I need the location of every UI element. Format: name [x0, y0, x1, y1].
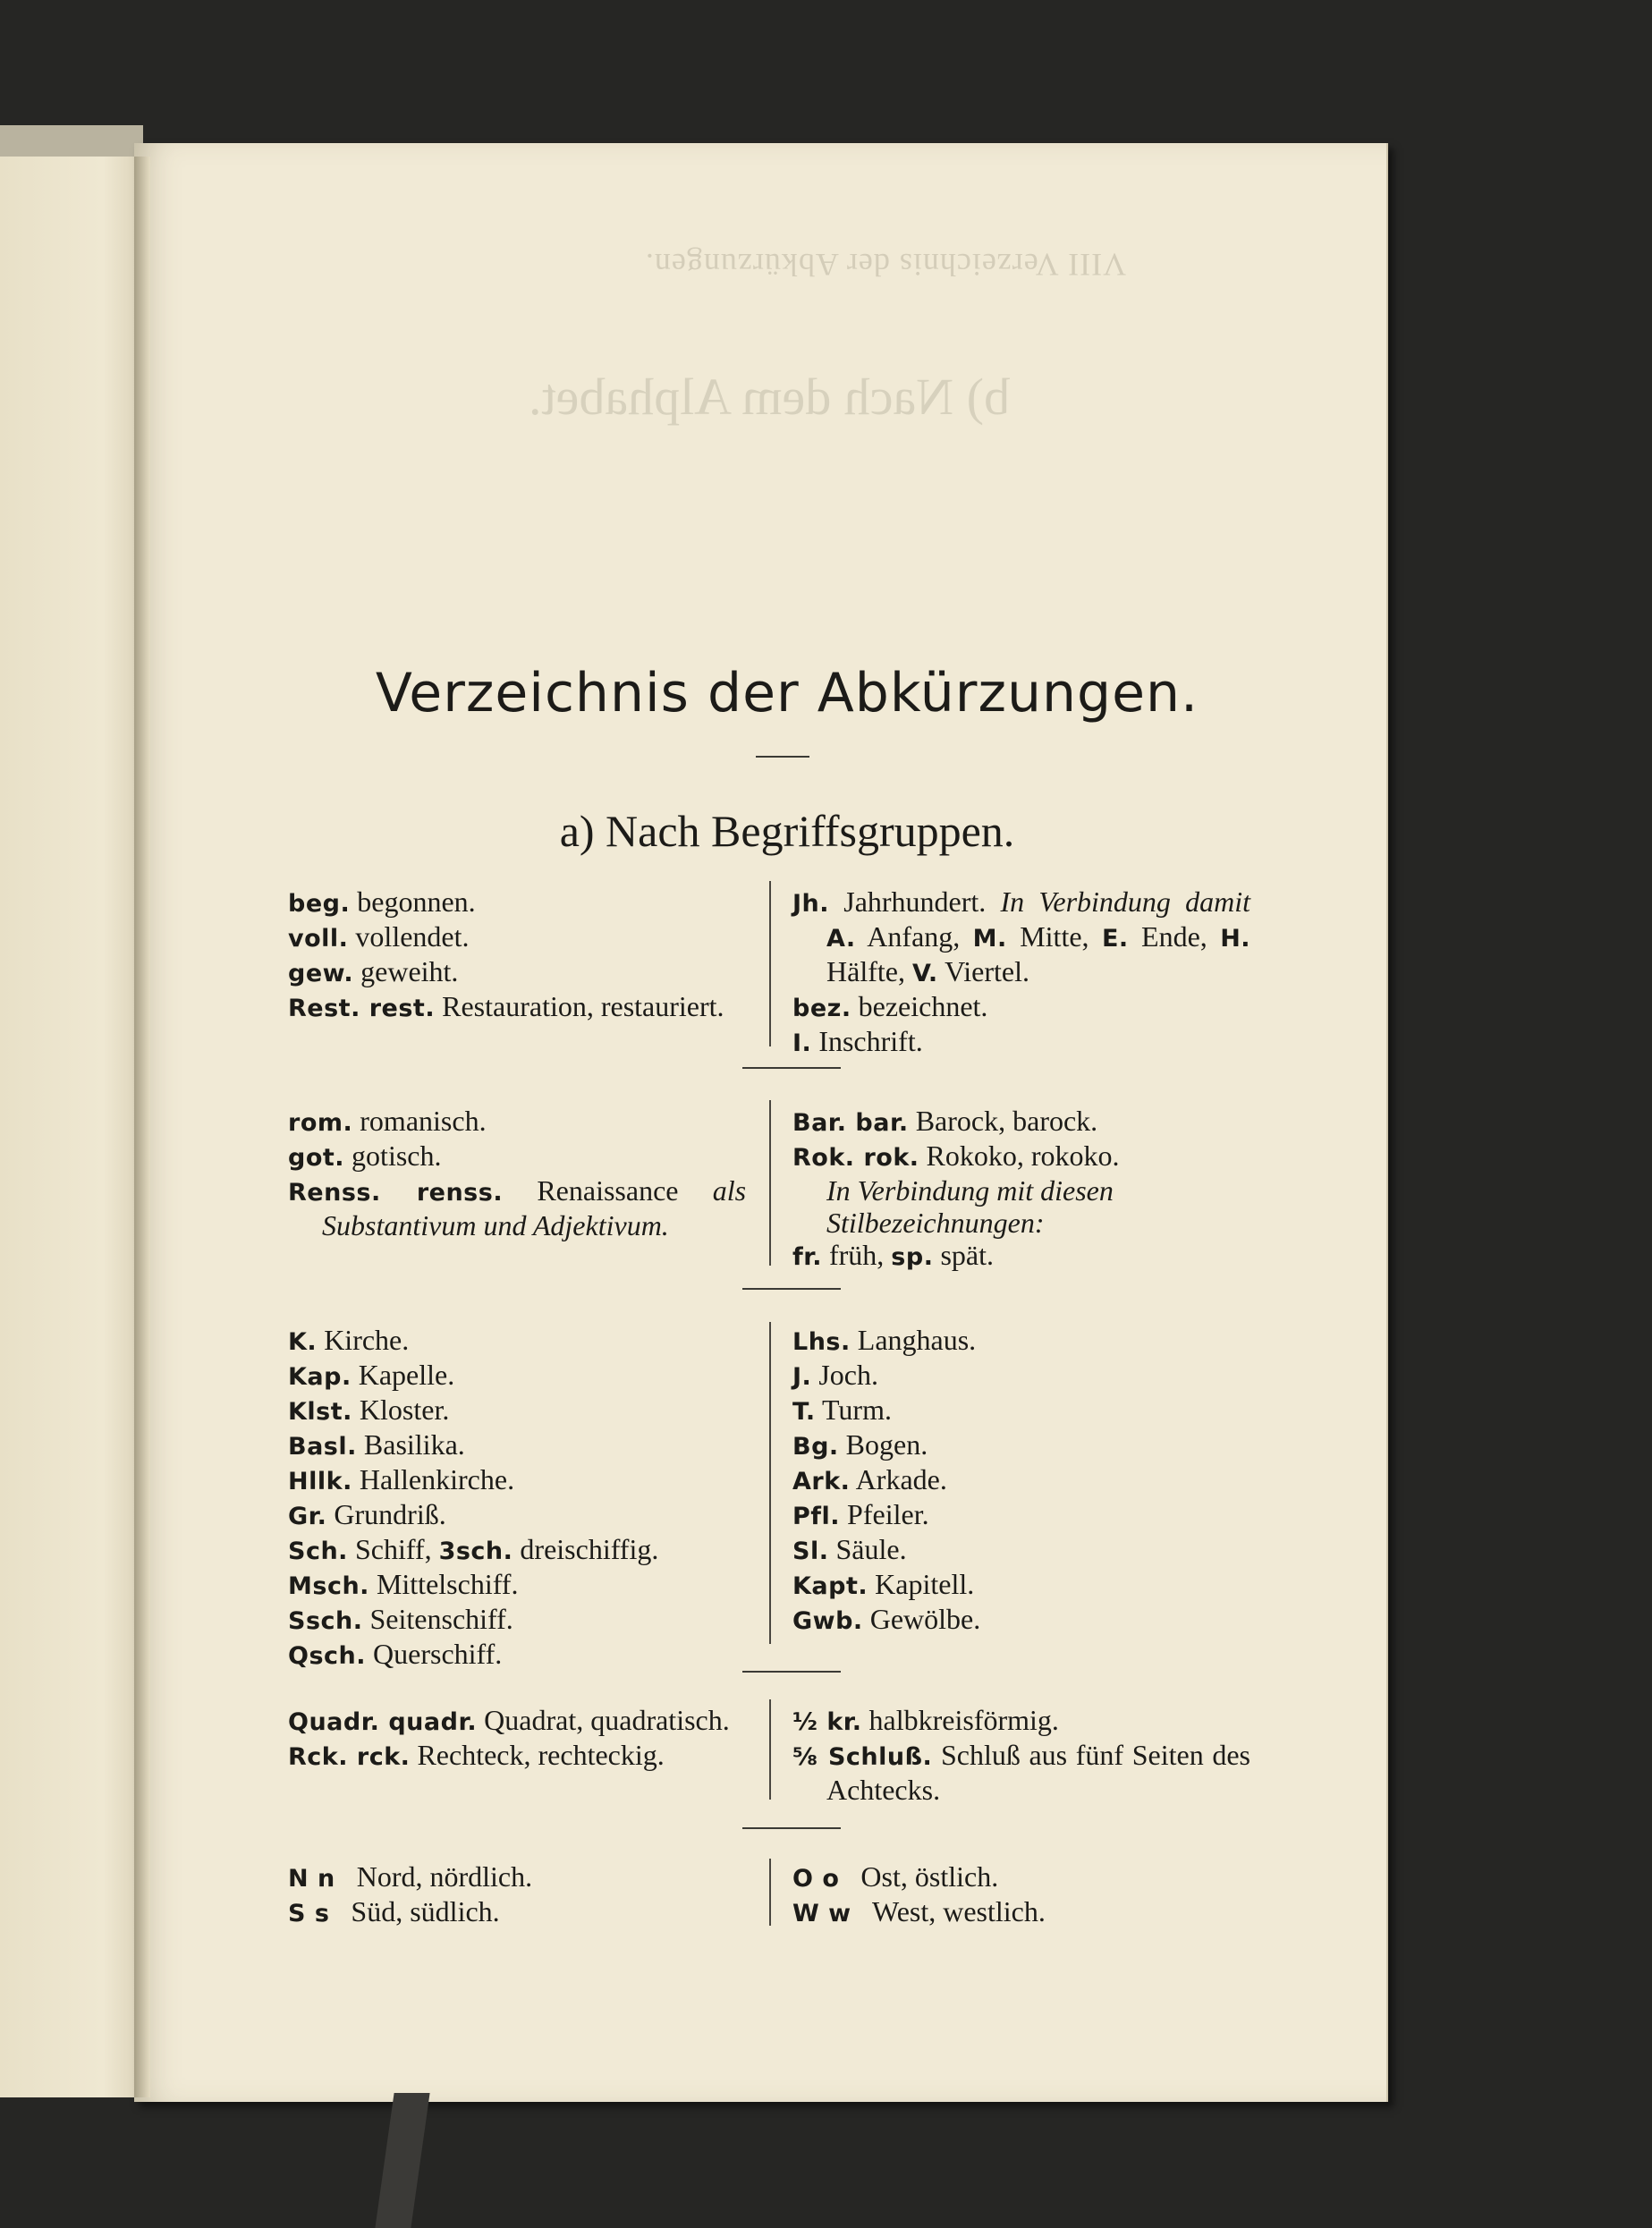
list-item: J. Joch.	[792, 1359, 878, 1391]
list-item: Ark. Arkade.	[792, 1463, 947, 1495]
list-item: Bar. bar. Barock, barock.	[792, 1105, 1098, 1137]
list-item: Msch. Mittelschiff.	[288, 1568, 519, 1600]
list-item: Rck. rck. Rechteck, rechteckig.	[288, 1739, 665, 1771]
bleed-through-header: VIII Verzeichnis der Abkürzungen.	[644, 247, 1127, 283]
group-3-right	[792, 1324, 1250, 1638]
group-3-left	[288, 1324, 746, 1673]
group-separator	[742, 1827, 841, 1829]
page-gutter	[134, 157, 150, 2097]
group-2-right	[792, 1105, 1250, 1274]
group-1-left	[288, 885, 746, 1025]
left-page	[0, 157, 148, 2097]
list-item: beg. begonnen.	[288, 885, 476, 918]
list-item: Qsch. Querschiff.	[288, 1638, 503, 1670]
column-divider	[769, 1322, 771, 1644]
list-item: Quadr. quadr. Quadrat, quadratisch.	[288, 1704, 730, 1736]
list-item: I. Inschrift.	[792, 1025, 923, 1057]
list-item: rom. romanisch.	[288, 1105, 487, 1137]
column-divider	[769, 1859, 771, 1926]
list-item: Basl. Basilika.	[288, 1428, 465, 1461]
list-item: T. Turm.	[792, 1394, 892, 1426]
list-item: Renss. renss. Renaissance als Substantivum und Adjektivum.	[288, 1174, 747, 1241]
list-item: S s Süd, südlich.	[288, 1895, 500, 1927]
list-item: Sch. Schiff, 3sch. dreischiffig.	[288, 1533, 659, 1565]
list-item: Sl. Säule.	[792, 1533, 907, 1565]
list-item: ⅝ Schluß. Schluß aus fünf Seiten des Achtecks.	[792, 1739, 1250, 1806]
group-5-right	[792, 1860, 1250, 1930]
list-item: Gwb. Gewölbe.	[792, 1603, 981, 1635]
list-item: ½ kr. halbkreisförmig.	[792, 1704, 1059, 1736]
list-item: Pfl. Pfeiler.	[792, 1498, 929, 1530]
list-item: gew. geweiht.	[288, 955, 459, 987]
group-5-left	[288, 1860, 746, 1930]
list-item: Bg. Bogen.	[792, 1428, 928, 1461]
list-item: got. gotisch.	[288, 1139, 442, 1172]
section-subtitle: a) Nach Begriffsgruppen.	[559, 806, 1015, 856]
list-item: bez. bezeichnet.	[792, 990, 988, 1022]
group-separator	[742, 1288, 841, 1290]
list-item: Rest. rest. Restauration, restauriert.	[288, 990, 724, 1022]
bleed-through-title: b) Nach dem Alphabet.	[529, 368, 1010, 426]
list-item: Jh. Jahrhundert. In Verbindung damit A. Anfang, M. Mitte, E. Ende, H. Hälfte, V. Viertel.	[792, 885, 1251, 987]
group-separator	[742, 1067, 841, 1069]
list-item: W w West, westlich.	[792, 1895, 1046, 1927]
list-note: In Verbindung mit diesen Stilbezeichnungen:	[826, 1174, 1114, 1239]
title-rule	[756, 756, 809, 758]
list-item: Rok. rok. Rokoko, rokoko.	[792, 1139, 1120, 1172]
list-item: Lhs. Langhaus.	[792, 1324, 977, 1356]
column-divider	[769, 1699, 771, 1800]
list-item: Kapt. Kapitell.	[792, 1568, 975, 1600]
list-item: O o Ost, östlich.	[792, 1860, 999, 1893]
list-item: N n Nord, nördlich.	[288, 1860, 533, 1893]
group-4-left	[288, 1704, 746, 1774]
list-item: Klst. Kloster.	[288, 1394, 450, 1426]
group-separator	[742, 1671, 841, 1673]
list-item: fr. früh, sp. spät.	[792, 1239, 994, 1271]
column-divider	[769, 1100, 771, 1266]
list-item: Hllk. Hallenkirche.	[288, 1463, 515, 1495]
column-divider	[769, 881, 771, 1046]
list-item: K. Kirche.	[288, 1324, 410, 1356]
group-4-right	[792, 1704, 1250, 1806]
page-title: Verzeichnis der Abkürzungen.	[375, 662, 1199, 724]
list-item: Kap. Kapelle.	[288, 1359, 455, 1391]
list-item: Ssch. Seitenschiff.	[288, 1603, 513, 1635]
group-1-right	[792, 885, 1250, 1060]
group-2-left	[288, 1105, 746, 1241]
list-item: voll. vollendet.	[288, 920, 470, 953]
list-item: Gr. Grundriß.	[288, 1498, 446, 1530]
